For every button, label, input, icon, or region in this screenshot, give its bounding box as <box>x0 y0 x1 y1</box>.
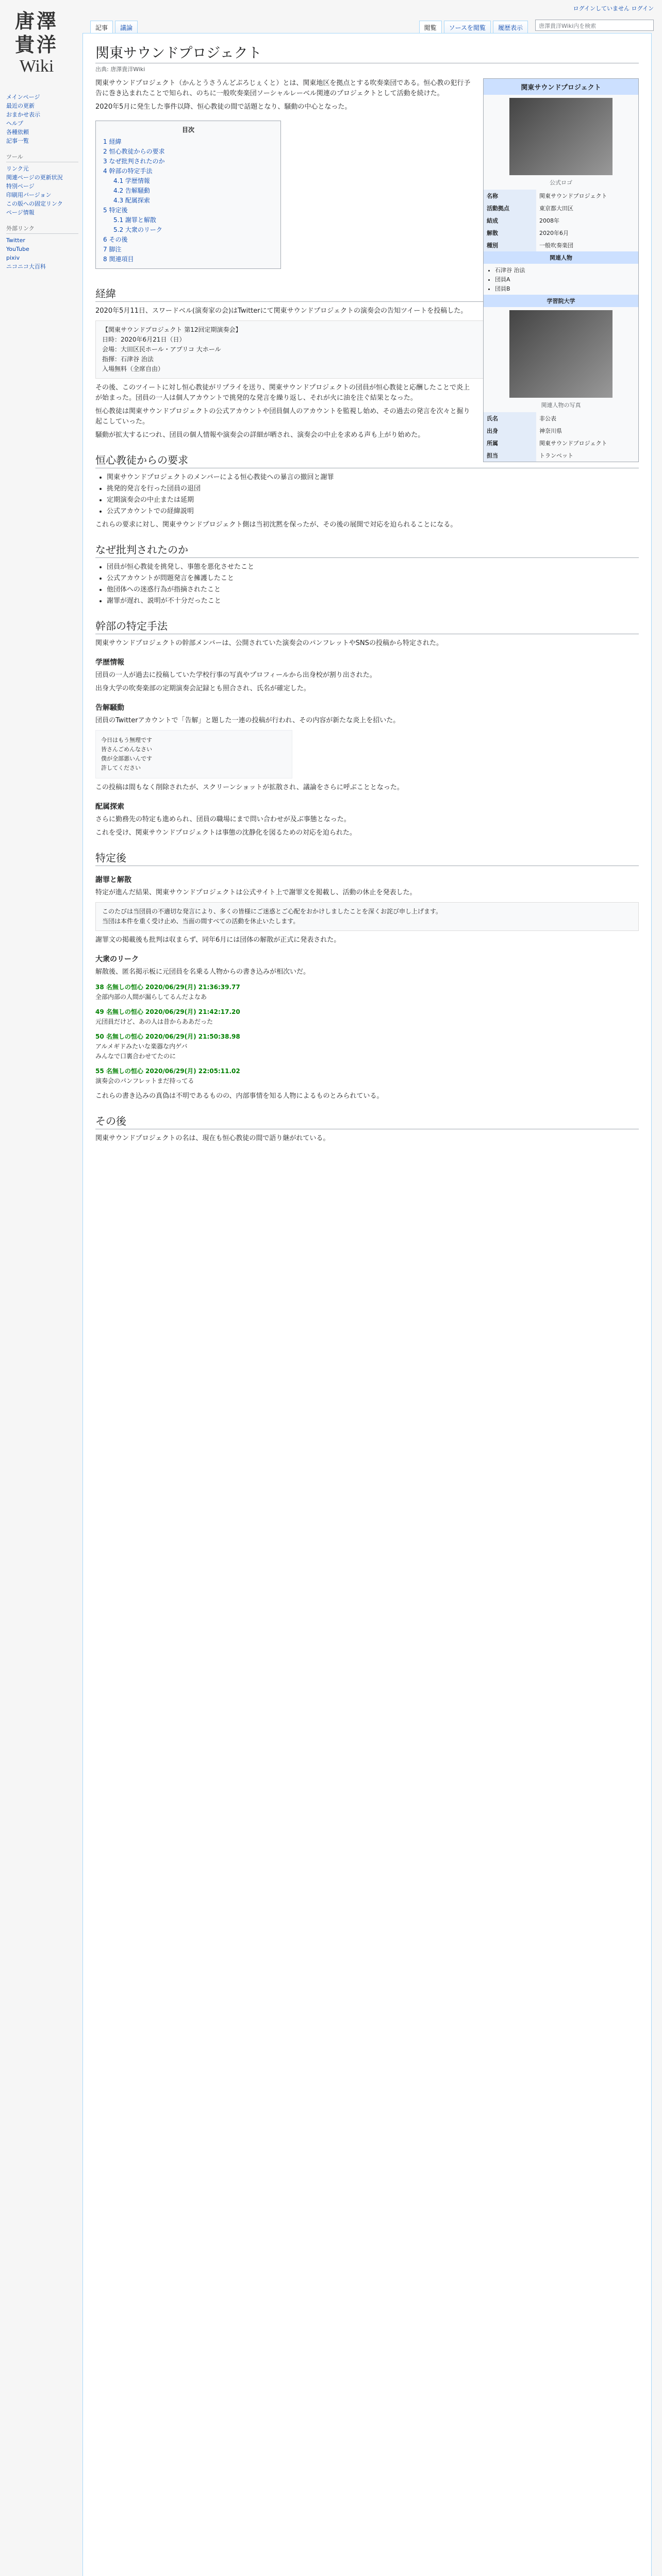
sidebar-tool-link[interactable]: 関連ページの更新状況 <box>6 174 63 181</box>
search-input[interactable]: 唐澤貴洋Wiki内を検索 <box>535 20 654 31</box>
sidebar-tools-heading: ツール <box>6 152 78 162</box>
board-post <box>95 982 639 1002</box>
paragraph: 出身大学の吹奏楽部の定期演奏会記録とも照合され、氏名が確定した。 <box>95 685 310 692</box>
infobox-row <box>484 202 638 214</box>
paragraph: これらの要求に対し、関東サウンドプロジェクト側は当初沈黙を保ったが、その後の展開で対応を迫られることになる。 <box>95 521 457 529</box>
sidebar-tool-link[interactable]: この版への固定リンク <box>6 200 63 207</box>
section-heading: 幹部の特定手法 <box>95 618 639 634</box>
post-body: 全部内部の人間が漏らしてるんだよなあ <box>95 993 207 1001</box>
person-caption: 関連人物の写真 <box>541 402 581 409</box>
person-photo <box>509 310 613 398</box>
toc-entry[interactable]: 8 関連項目 <box>103 256 134 263</box>
infobox-title: 関東サウンドプロジェクト <box>484 79 638 95</box>
view-tabs <box>419 21 528 34</box>
infobox-row <box>484 239 638 251</box>
site-logo[interactable] <box>8 9 65 81</box>
infobox-row <box>484 437 638 449</box>
toc-entry[interactable]: 6 その後 <box>103 236 128 243</box>
board-post <box>95 1032 639 1061</box>
sidebar-nav-link[interactable]: メインページ <box>6 94 40 100</box>
subsection-heading: 謝罪と解散 <box>95 876 131 884</box>
tab-history[interactable]: 履歴表示 <box>493 21 528 34</box>
bullet-list <box>107 562 639 606</box>
sidebar-nav-link[interactable]: 各種依頼 <box>6 129 29 135</box>
infobox-row <box>484 425 638 437</box>
toc-title: 目次 <box>181 126 194 133</box>
infobox-value: 東京都大田区 <box>539 205 573 212</box>
subsection-heading: 告解騒動 <box>95 704 124 712</box>
paragraph: 恒心教徒は関東サウンドプロジェクトの公式アカウントや団員個人のアカウントを監視し始め、その過去の発言を次々と掘り起こしていった。 <box>95 408 470 426</box>
infobox-value: 2008年 <box>539 217 559 224</box>
person-table <box>484 412 638 462</box>
sidebar-nav-link[interactable]: 最近の更新 <box>6 103 35 109</box>
list-item: • 関東サウンドプロジェクトのメンバーによる恒心教徒への暴言の撤回と謝罪 <box>107 472 639 483</box>
toc-entry[interactable]: 4 幹部の特定手法 <box>103 167 153 175</box>
sidebar-nav-link[interactable]: 記事一覧 <box>6 138 29 144</box>
infobox-row <box>484 412 638 425</box>
tab-talk[interactable]: 議論 <box>115 21 138 34</box>
infobox-key: 氏名 <box>484 412 536 425</box>
tab-page[interactable]: 記事 <box>90 21 113 34</box>
toc-entry[interactable]: 4.3 配属探索 <box>113 197 150 204</box>
paragraph: その後、このツイートに対し恒心教徒がリプライを送り、関東サウンドプロジェクトの団員が恒心教徒と応酬したことで炎上が始まった。団員の一人は個人アカウントで挑発的な発言を繰り返し、それが火に油を注ぐ結果となった。 <box>95 384 470 402</box>
sidebar-external-link[interactable]: ニコニコ大百科 <box>6 263 46 270</box>
toc-entry[interactable]: 2 恒心教徒からの要求 <box>103 148 165 155</box>
infobox-row <box>484 227 638 239</box>
infobox-value: 関東サウンドプロジェクト <box>539 193 607 199</box>
toc-entry[interactable]: 3 なぜ批判されたのか <box>103 158 165 165</box>
sidebar-tool-link[interactable]: 特別ページ <box>6 183 35 190</box>
lead-paragraph: 関東サウンドプロジェクト（かんとうさうんどぷろじぇくと）とは、関東地区を拠点とする吹奏楽団である。恒心教の犯行予告に巻き込まれたことで知られ、のちに一般吹奏楽団ソーシャルレーベル関連のプロジェクトとして活動を続けた。 <box>95 79 471 97</box>
toc-entry[interactable]: 1 経緯 <box>103 138 122 145</box>
list-item: • 謝罪が遅れ、説明が不十分だったこと <box>107 596 639 606</box>
toc-entry[interactable]: 5 特定後 <box>103 207 128 214</box>
toc-entry[interactable]: 4.2 告解騒動 <box>113 187 150 194</box>
list-item: • 挑発的発言を行った団員の退団 <box>107 484 639 494</box>
infobox-related-heading: 関連人物 <box>484 251 638 264</box>
list-item: • 他団体への迷惑行為が指摘されたこと <box>107 585 639 595</box>
toc-entry[interactable]: 5.2 大衆のリーク <box>113 226 162 233</box>
section-heading: 恒心教徒からの要求 <box>95 452 639 468</box>
paragraph: 特定が進んだ結果、関東サウンドプロジェクトは公式サイト上で謝罪文を掲載し、活動の休止を発表した。 <box>95 889 417 896</box>
list-item: • 団員が恒心教徒を挑発し、事態を悪化させたこと <box>107 562 639 572</box>
lead-paragraph-2: 2020年5月に発生した事件以降、恒心教徒の間で話題となり、騒動の中心となった。 <box>95 103 352 111</box>
article-content <box>82 33 652 2576</box>
toc-entry[interactable]: 7 脚注 <box>103 246 122 253</box>
user-tools[interactable]: ログインしていません ログイン <box>573 5 654 12</box>
infobox-row <box>484 190 638 202</box>
paragraph: 関東サウンドプロジェクトの幹部メンバーは、公開されていた演奏会のパンフレットやSNSの投稿から特定された。 <box>95 639 443 647</box>
infobox-key: 所属 <box>484 437 536 449</box>
list-item: • 定期演奏会の中止または延期 <box>107 495 639 505</box>
infobox <box>483 78 639 462</box>
infobox-key: 解散 <box>484 227 536 239</box>
sidebar-nav-link[interactable]: ヘルプ <box>6 120 23 127</box>
sidebar-external-link[interactable]: Twitter <box>6 237 25 244</box>
subsection-heading: 大衆のリーク <box>95 955 139 963</box>
sidebar-links <box>6 236 78 271</box>
post-body: 演奏会のパンフレットまだ持ってる <box>95 1077 194 1084</box>
infobox-value: 2020年6月 <box>539 230 569 236</box>
section-heading: なぜ批判されたのか <box>95 541 639 558</box>
infobox-value: 非公表 <box>539 415 556 422</box>
paragraph: 謝罪文の掲載後も批判は収まらず、同年6月には団体の解散が正式に発表された。 <box>95 936 341 944</box>
page-title: 関東サウンドプロジェクト <box>95 42 639 63</box>
tab-read[interactable]: 閲覧 <box>419 21 442 34</box>
paragraph: さらに勤務先の特定も進められ、団員の職場にまで問い合わせが及ぶ事態となった。 <box>95 816 351 823</box>
paragraph: 団員の一人が過去に投稿していた学校行事の写真やプロフィールから出身校が割り出された。 <box>95 671 376 679</box>
sidebar-links-heading: 外部リンク <box>6 224 78 234</box>
toc-list <box>103 137 273 264</box>
logo-wiki-text: Wiki <box>19 57 54 76</box>
post-header: 55 名無しの恒心 2020/06/29(月) 22:05:11.02 <box>95 1067 240 1075</box>
post-header: 49 名無しの恒心 2020/06/29(月) 21:42:17.20 <box>95 1008 240 1015</box>
sidebar-nav-link[interactable]: おまかせ表示 <box>6 111 40 118</box>
namespace-tabs <box>90 21 138 34</box>
infobox-row <box>484 449 638 462</box>
list-item: • 公式アカウントが問題発言を擁護したこと <box>107 573 639 584</box>
post-body: アルメギドみたいな楽器な内ゲバ みんなで口裏合わせてたのに <box>95 1043 188 1060</box>
infobox-value: トランペット <box>539 452 573 459</box>
infobox-key: 活動拠点 <box>484 202 536 214</box>
apology-quote: このたびは当団員の不適切な発言により、多くの皆様にご迷惑とご心配をおかけしましたことを深くお詫び申し上げます。 当団は本件を重く受け止め、当面の間すべての活動を休止いたします。 <box>95 902 639 931</box>
infobox-key: 出身 <box>484 425 536 437</box>
preformatted-block: 今日はもう無理です 皆さんごめんなさい 僕が全部悪いんです 許してください <box>95 730 292 778</box>
sidebar-tools <box>6 164 78 217</box>
paragraph: これを受け、関東サウンドプロジェクトは事態の沈静化を図るための対応を迫られた。 <box>95 829 356 837</box>
sidebar <box>6 93 78 271</box>
list-item: • 公式アカウントでの経緯説明 <box>107 506 639 517</box>
board-posts <box>95 982 639 1086</box>
infobox-key: 名称 <box>484 190 536 202</box>
paragraph: これらの書き込みの真偽は不明であるものの、内部事情を知る人物によるものとみられている。 <box>95 1092 384 1100</box>
paragraph: 解散後、匿名掲示板に元団員を名乗る人物からの書き込みが相次いだ。 <box>95 968 310 976</box>
quote-block: 【関東サウンドプロジェクト 第12回定期演奏会】 日時：2020年6月21日（日） 会場：大田区民ホール・アプリコ 大ホール 指揮：石津谷 治法 入場無料（全席自由） <box>95 320 639 379</box>
post-body: 元団員だけど、あの人は昔からああだった <box>95 1018 213 1025</box>
infobox-key: 種別 <box>484 239 536 251</box>
infobox-value: 神奈川県 <box>539 428 562 434</box>
board-post <box>95 1066 639 1086</box>
sidebar-external-link[interactable]: YouTube <box>6 246 29 252</box>
infobox-caption: 公式ロゴ <box>550 179 572 186</box>
toc-entry[interactable]: 5.1 謝罪と解散 <box>113 216 156 224</box>
infobox-related-list <box>495 266 638 293</box>
sidebar-external-link[interactable]: pixiv <box>6 255 20 261</box>
subsection-heading: 学歴情報 <box>95 658 124 667</box>
infobox-value: 関東サウンドプロジェクト <box>539 440 607 447</box>
sidebar-tool-link[interactable]: 印刷用バージョン <box>6 192 52 198</box>
logo-main-text: 唐澤 貴洋 <box>14 9 58 56</box>
section-heading: その後 <box>95 1113 639 1129</box>
paragraph: 団員のTwitterアカウントで「告解」と題した一連の投稿が行われ、その内容が新たな炎上を招いた。 <box>95 717 400 724</box>
subsection-heading: 配属探索 <box>95 803 124 811</box>
bullet-list <box>107 472 639 517</box>
infobox-table <box>484 190 638 251</box>
table-of-contents <box>95 121 281 269</box>
paragraph: 関東サウンドプロジェクトの名は、現在も恒心教徒の間で語り継がれている。 <box>95 1134 330 1142</box>
related-person-link[interactable]: • 石津谷 治法 <box>495 266 638 274</box>
infobox-key: 結成 <box>484 214 536 227</box>
board-post <box>95 1007 639 1027</box>
infobox-person-heading: 学習院大学 <box>484 295 638 307</box>
section-heading: 経緯 <box>95 285 639 302</box>
section-heading: 特定後 <box>95 850 639 866</box>
related-person-link[interactable]: • 団員A <box>495 275 638 283</box>
top-bar <box>0 0 662 31</box>
post-header: 50 名無しの恒心 2020/06/29(月) 21:50:38.98 <box>95 1033 240 1040</box>
sidebar-tool-link[interactable]: ページ情報 <box>6 209 35 216</box>
paragraph: 騒動が拡大するにつれ、団員の個人情報や演奏会の詳細が晒され、演奏会の中止を求める声も上がり始めた。 <box>95 431 425 439</box>
tab-source[interactable]: ソースを閲覧 <box>444 21 491 34</box>
post-header: 38 名無しの恒心 2020/06/29(月) 21:36:39.77 <box>95 984 240 991</box>
toc-entry[interactable]: 4.1 学歴情報 <box>113 177 150 184</box>
page-subtitle: 出典: 唐澤貴洋Wiki <box>95 66 145 73</box>
related-person-link[interactable]: • 団員B <box>495 284 638 293</box>
infobox-key: 担当 <box>484 449 536 462</box>
infobox-value: 一般吹奏楽団 <box>539 242 573 249</box>
sidebar-tool-link[interactable]: リンク元 <box>6 165 29 172</box>
paragraph: 2020年5月11日、スワードベル(演奏家の会)はTwitterにて関東サウンドプロジェクトの演奏会の告知ツイートを投稿した。 <box>95 307 468 315</box>
paragraph: この投稿は間もなく削除されたが、スクリーンショットが拡散され、議論をさらに呼ぶこととなった。 <box>95 784 404 791</box>
infobox-logo-image <box>509 98 613 175</box>
sidebar-nav <box>6 93 78 145</box>
infobox-row <box>484 214 638 227</box>
